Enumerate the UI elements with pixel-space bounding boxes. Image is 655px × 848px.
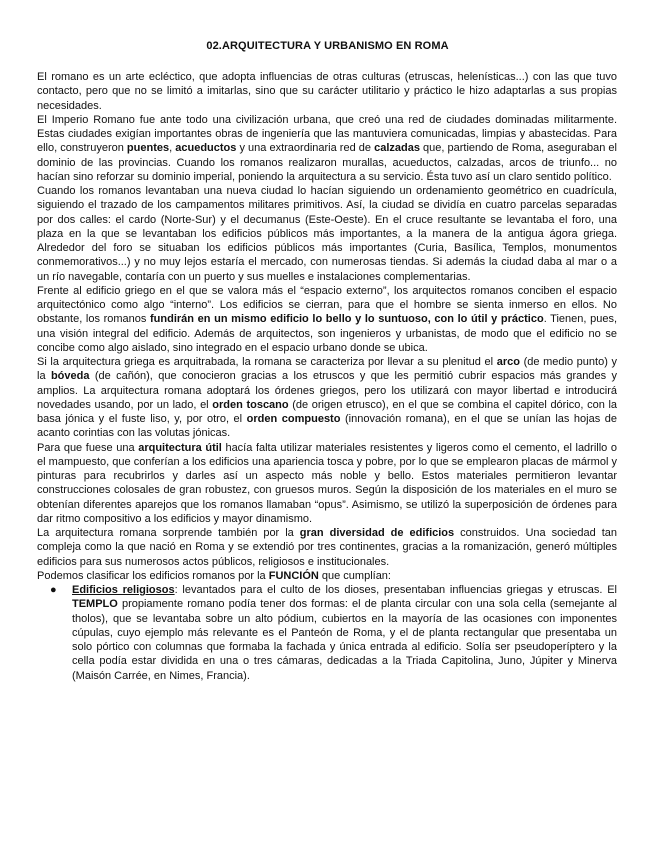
document-title: 02.ARQUITECTURA Y URBANISMO EN ROMA: [206, 40, 449, 52]
term-orden-compuesto: orden compuesto: [246, 413, 341, 425]
document-body: [37, 70, 617, 683]
term-orden-toscano: orden toscano: [212, 398, 289, 411]
term-calzadas: calzadas: [374, 142, 420, 155]
paragraph-materials: Para que fuese una arquitectura útil hacía falta utilizar materiales resistentes y ligeros como el cemento, el ladrillo o el mampuesto, que conferían a los edificios una apariencia tosca y pobre, por lo que se emplearon placas de mármol y pinturas para recubrirlos y darles así un aspecto más noble y bello. Estos materiales permitieron levantar construcciones colosales de gran robustez, con gruesos muros. Según la disposición de los materiales en el muro se obtenían diferentes aparejos que los romanos llamaban “opus”. Asimismo, se utilizó la superposición de órdenes para dar ritmo compositivo a los edificios y mayor dinamismo.: [37, 441, 617, 525]
term-acueductos: acueductos: [175, 142, 237, 155]
term-edificios-religiosos: Edificios religiosos: [72, 584, 175, 596]
paragraph-diversity: La arquitectura romana sorprende también por la gran diversidad de edificios construidos. Una sociedad tan compleja como la que nació en Roma y se extendió por tres continentes, gracias a la romanización, generó múltiples edificios para sus numerosos actos públicos, religiosos e institucionales.: [37, 527, 617, 568]
paragraph-city-layout: Cuando los romanos levantaban una nueva ciudad lo hacían siguiendo un ordenamiento geométrico en cuadrícula, siguiendo el trazado de los campamentos militares primitivos. Así, la ciudad se dividía en cuatro parcelas separadas por dos calles: el cardo (Norte-Sur) y el decumanus (Este-Oeste). En el cruce resultante se levantaba el foro, una plaza en la que se levantaban los edificios públicos más importantes, a la manera de la antigua ágora griega. Alrededor del foro se situaban los edificios públicos más importantes (Curia, Basílica, Templos, monumentos conmemorativos...) y no muy lejos estaría el mercado, con numerosas tiendas. Si además la ciudad daba al mar o a un río navegable, contaría con un puerto y sus muelles e instalaciones complementarias.: [37, 185, 617, 283]
paragraph-arch-vault: Si la arquitectura griega es arquitrabada, la romana se caracteriza por llevar a su plenitud el arco (de medio punto) y la bóveda (de cañón), que conocieron gracias a los etruscos y que les permitió cubrir espacios más grandes y amplios. La arquitectura romana adoptará los órdenes griegos, pero los utilizará con mayor libertad e introducirá novedades usando, por un lado, el orden toscano (de origen etrusco), en el que se combina el capitel dórico, con la basa jónica y el fuste liso, y, por otro, el orden compuesto (innovación romana), en el que se unían las hojas de acanto corintias con las volutas jónicas.: [37, 356, 618, 440]
term-arquitectura-util: arquitectura útil: [138, 441, 222, 454]
term-puentes: puentes: [126, 142, 170, 155]
term-templo: TEMPLO: [72, 598, 118, 611]
term-boveda: bóveda: [50, 370, 90, 383]
bullet-icon: ●: [50, 584, 57, 596]
term-bello-util: fundirán en un mismo edificio lo bello y lo suntuoso, con lo útil y práctico: [150, 313, 544, 326]
building-types-list: [37, 583, 617, 683]
paragraph-function: Podemos clasificar los edificios romanos por la FUNCIÓN que cumplían:: [37, 569, 391, 582]
term-funcion: FUNCIÓN: [268, 569, 319, 582]
term-gran-diversidad: gran diversidad de edificios: [299, 527, 455, 539]
paragraph-internal-space: Frente al edificio griego en el que se valora más el “espacio externo”, los arquitectos romanos conciben el espacio arquitectónico como algo “interno”. Los edificios se cierran, para que el hombre se sienta inmerso en ellos. No obstante, los romanos fundirán en un mismo edificio lo bello y lo suntuoso, con lo útil y práctico. Tienen, pues, una visión integral del edificio. Además de arquitectos, son ingenieros y urbanistas, de modo que el edificio no se concibe como algo aislado, sino integrado en el espacio urbano donde se ubica.: [37, 284, 617, 354]
paragraph-eclectic: El romano es un arte ecléctico, que adopta influencias de otras culturas (etruscas, helenísticas...) con las que tuvo contacto, pero que no se limitó a imitarlas, sino que su carácter utilitario y práctico le hizo adaptarlas a sus propias necesidades.: [37, 71, 617, 112]
paragraph-urban-civilization: El Imperio Romano fue ante todo una civilización urbana, que creó una red de ciudades dominadas militarmente. Estas ciudades exigían importantes obras de ingeniería que las mantuviera comunicadas, limpias y abastecidas. Para ello, construyeron puentes, acueductos y una extraordinaria red de calzadas que, partiendo de Roma, aseguraban el dominio de las provincias. Cuando los romanos realizaron murallas, acueductos, calzadas, arcos de triunfo... no hacían sino reforzar su dominio imperial, poniendo la arquitectura a su servicio. Ésta tuvo así un claro sentido político.: [37, 113, 617, 183]
term-arco: arco: [496, 356, 520, 368]
list-item-religious: ● Edificios religiosos: levantados para el culto de los dioses, presentaban influencias griegas y etruscas. El TEMPLO propiamente romano podía tener dos formas: el de planta circular con una sola cella (semejante al tholos), que se levantaba sobre un alto pódium, cubiertos en la mayoría de las ocasiones con imponentes cúpulas, cuyo ejemplo más relevante es el Panteón de Roma, y el de planta rectangular que presentaba un solo pórtico con columnas que formaba la fachada y única entrada al edificio. Solía ser pseudoperíptero y la cella podía estar dividida en una o tres cámaras, dedicadas a la Triada Capitolina, Juno, Júpiter y Minerva (Maisón Carrée, en Nimes, Francia).: [50, 584, 617, 682]
